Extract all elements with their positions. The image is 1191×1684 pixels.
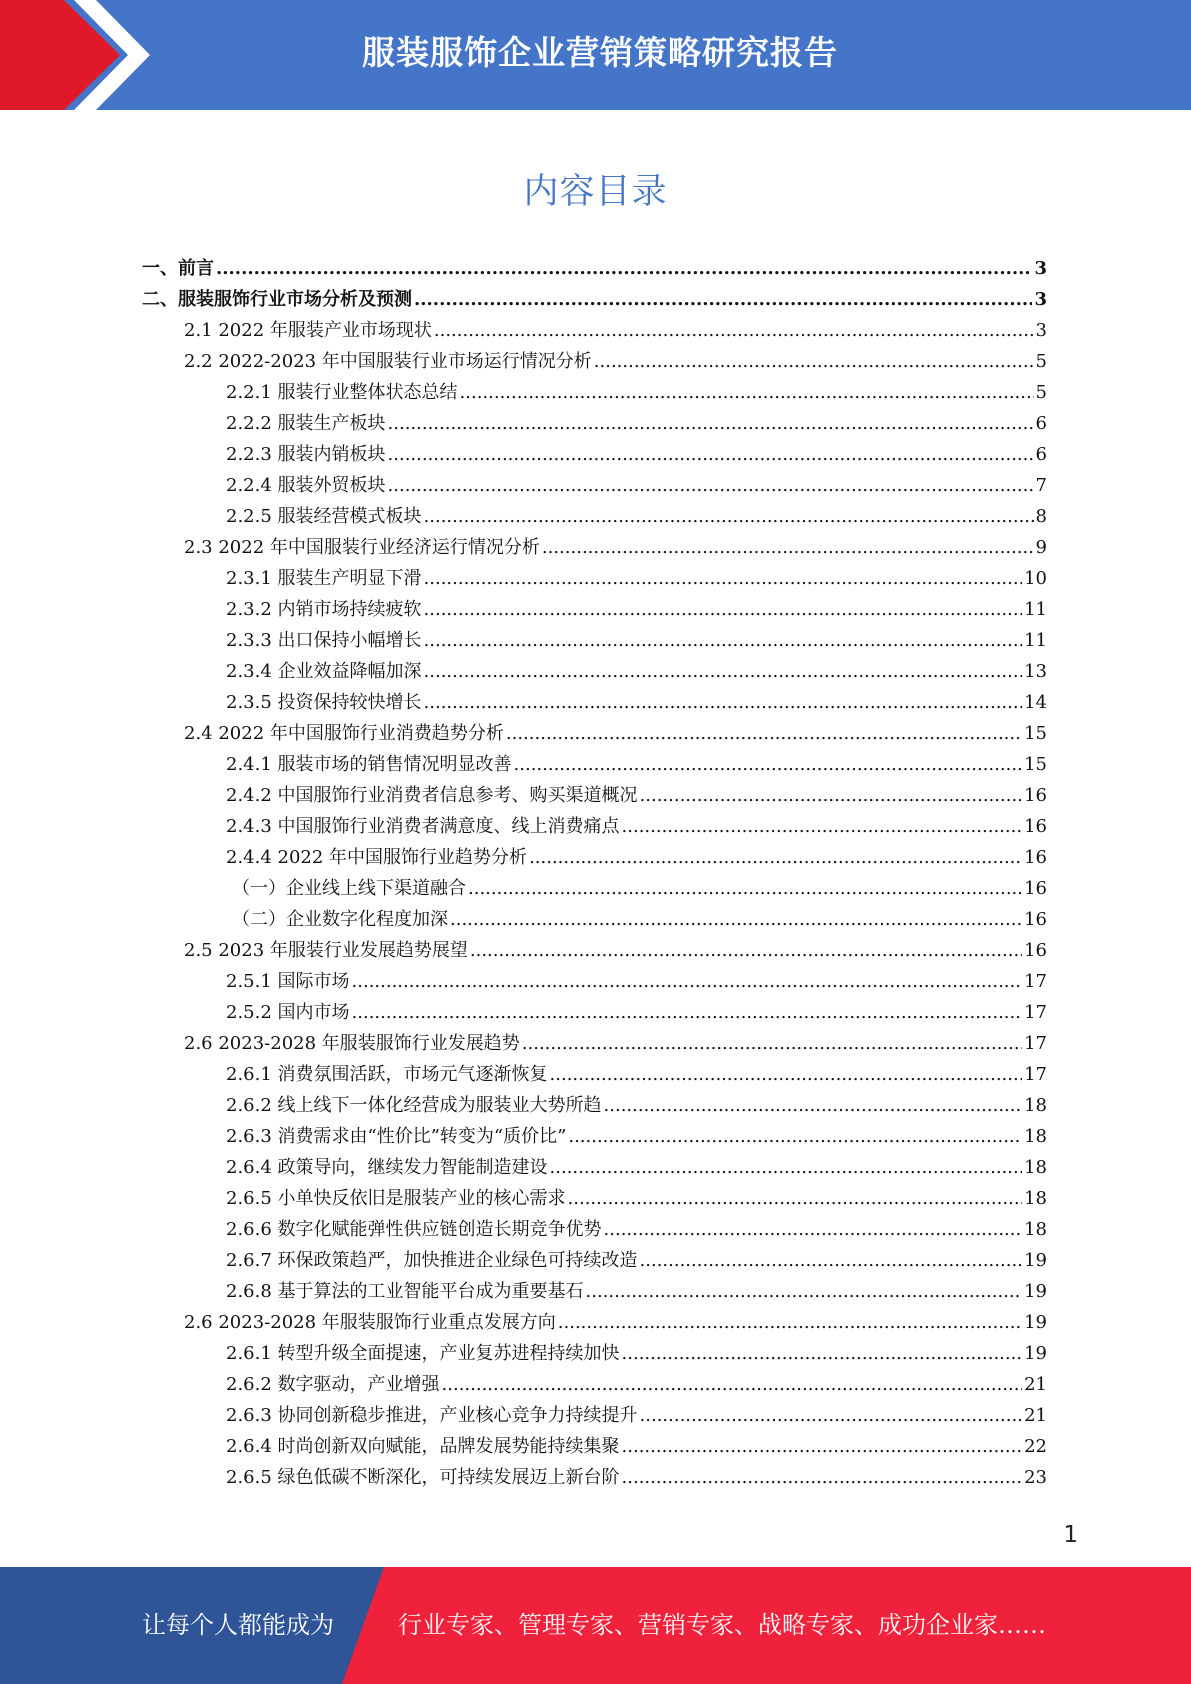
page-footer <box>0 1567 1191 1684</box>
toc-entry[interactable]: 2.3.1 服装生产明显下滑 ..... 10 <box>226 564 1047 595</box>
toc-entry[interactable]: 2.6.7 环保政策趋严，加快推进企业绿色可持续改造 ..... 19 <box>226 1246 1047 1277</box>
toc-entry[interactable]: 2.3.5 投资保持较快增长 ..... 14 <box>226 688 1047 719</box>
footer-slogan-left: 让每个人都能成为 <box>142 1611 334 1639</box>
toc-entry[interactable]: 2.3.4 企业效益降幅加深 ..... 13 <box>226 657 1047 688</box>
page-number: 1 <box>1063 1522 1078 1548</box>
toc-entry[interactable]: 2.5 2023 年服装行业发展趋势展望 ..... 16 <box>184 936 1047 967</box>
toc-entry[interactable]: 2.4.3 中国服饰行业消费者满意度、线上消费痛点 ..... 16 <box>226 812 1047 843</box>
toc-entry[interactable]: 2.6.8 基于算法的工业智能平台成为重要基石 ..... 19 <box>226 1277 1047 1308</box>
toc-entry[interactable]: 2.4.1 服装市场的销售情况明显改善 ..... 15 <box>226 750 1047 781</box>
toc-entry[interactable]: 一、前言 ..... 3 <box>142 254 1047 285</box>
toc-entry[interactable]: 2.2.2 服装生产板块 ..... 6 <box>226 409 1047 440</box>
toc-entry[interactable]: 2.5.1 国际市场 ..... 17 <box>226 967 1047 998</box>
report-title: 服装服饰企业营销策略研究报告 <box>362 33 838 72</box>
toc-entry[interactable]: 2.6.3 消费需求由“性价比”转变为“质价比” ..... 18 <box>226 1122 1047 1153</box>
toc-entry[interactable]: 2.6.5 绿色低碳不断深化，可持续发展迈上新台阶 ..... 23 <box>226 1463 1047 1494</box>
toc-entry[interactable]: 2.1 2022 年服装产业市场现状 ..... 3 <box>184 316 1047 347</box>
toc-entry[interactable]: （二）企业数字化程度加深 ..... 16 <box>232 905 1047 936</box>
toc-heading: 内容目录 <box>523 172 668 212</box>
toc-entry[interactable]: 2.6.1 消费氛围活跃，市场元气逐渐恢复 ..... 17 <box>226 1060 1047 1091</box>
toc-entry[interactable]: 2.2.1 服装行业整体状态总结 ..... 5 <box>226 378 1047 409</box>
toc-entry[interactable]: （一）企业线上线下渠道融合 ..... 16 <box>232 874 1047 905</box>
toc-entry[interactable]: 2.3.2 内销市场持续疲软 ..... 11 <box>226 595 1047 626</box>
footer-slogan-right: 行业专家、管理专家、营销专家、战略专家、成功企业家…… <box>398 1611 1046 1639</box>
toc-entry[interactable]: 2.6.4 政策导向，继续发力智能制造建设 ..... 18 <box>226 1153 1047 1184</box>
toc-entry[interactable]: 2.6.1 转型升级全面提速，产业复苏进程持续加快 ..... 19 <box>226 1339 1047 1370</box>
toc-entry[interactable]: 2.2.4 服装外贸板块 ..... 7 <box>226 471 1047 502</box>
toc-entry[interactable]: 2.2.3 服装内销板块 ..... 6 <box>226 440 1047 471</box>
toc-entry[interactable]: 2.4.2 中国服饰行业消费者信息参考、购买渠道概况 ..... 16 <box>226 781 1047 812</box>
toc-entry[interactable]: 2.6.6 数字化赋能弹性供应链创造长期竞争优势 ..... 18 <box>226 1215 1047 1246</box>
toc-entry[interactable]: 2.2.5 服装经营模式板块 ..... 8 <box>226 502 1047 533</box>
toc-entry[interactable]: 2.4.4 2022 年中国服饰行业趋势分析 ..... 16 <box>226 843 1047 874</box>
toc-entry[interactable]: 2.6 2023-2028 年服装服饰行业重点发展方向 ..... 19 <box>184 1308 1047 1339</box>
toc-entry[interactable]: 2.6 2023-2028 年服装服饰行业发展趋势 ..... 17 <box>184 1029 1047 1060</box>
toc-entry[interactable]: 2.6.4 时尚创新双向赋能，品牌发展势能持续集聚 ..... 22 <box>226 1432 1047 1463</box>
toc-entry[interactable]: 二、服装服饰行业市场分析及预测 ..... 3 <box>142 285 1047 316</box>
toc-entry[interactable]: 2.6.2 线上线下一体化经营成为服装业大势所趋 ..... 18 <box>226 1091 1047 1122</box>
toc-entry[interactable]: 2.6.2 数字驱动，产业增强 ..... 21 <box>226 1370 1047 1401</box>
toc-entry[interactable]: 2.6.3 协同创新稳步推进，产业核心竞争力持续提升 ..... 21 <box>226 1401 1047 1432</box>
toc-entry[interactable]: 2.4 2022 年中国服饰行业消费趋势分析 ..... 15 <box>184 719 1047 750</box>
page-header <box>0 0 1191 110</box>
toc-entry[interactable]: 2.3 2022 年中国服装行业经济运行情况分析 ..... 9 <box>184 533 1047 564</box>
toc-entry[interactable]: 2.6.5 小单快反依旧是服装产业的核心需求 ..... 18 <box>226 1184 1047 1215</box>
toc-entry[interactable]: 2.3.3 出口保持小幅增长 ..... 11 <box>226 626 1047 657</box>
toc-entry[interactable]: 2.2 2022-2023 年中国服装行业市场运行情况分析 ..... 5 <box>184 347 1047 378</box>
toc-entry[interactable]: 2.5.2 国内市场 ..... 17 <box>226 998 1047 1029</box>
